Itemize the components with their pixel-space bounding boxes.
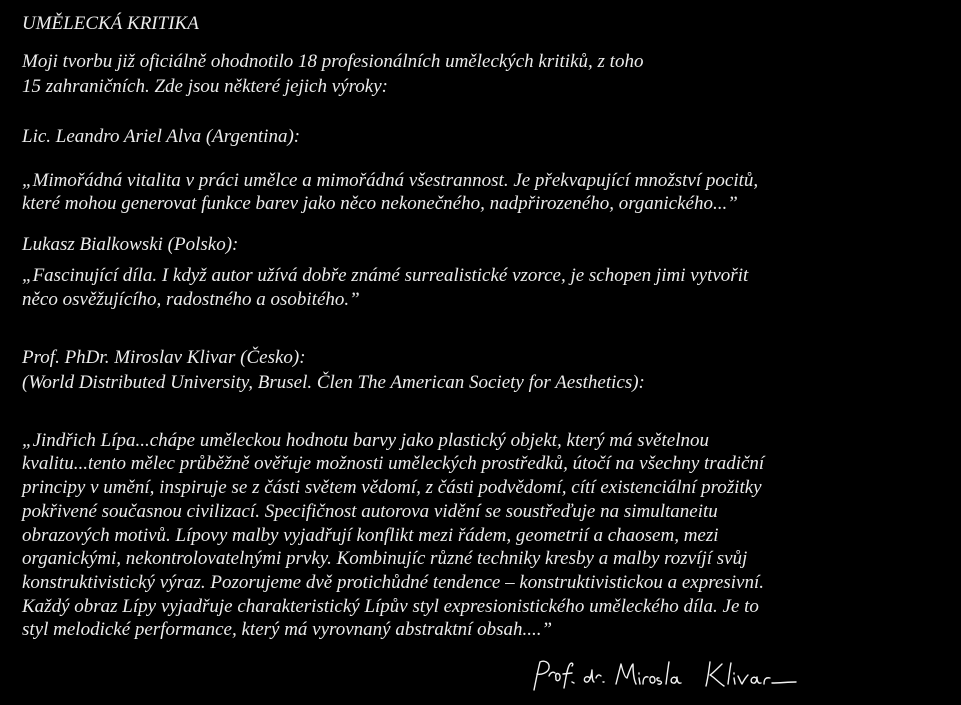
critic-quote-line: obrazových motivů. Lípovy malby vyjadřují konflikt mezi řádem, geometrií a chaosem, mezi xyxy=(22,525,719,546)
critic-quote-line: které mohou generovat funkce barev jako něco nekonečného, nadpřirozeného, organického...” xyxy=(22,193,738,214)
page-heading: UMĚLECKÁ KRITIKA xyxy=(22,13,199,34)
intro-line-1: Moji tvorbu již oficiálně ohodnotilo 18 profesionálních uměleckých kritiků, z toho xyxy=(22,51,644,72)
handwritten-signature xyxy=(528,656,803,696)
critic-name: Lukasz Bialkowski (Polsko): xyxy=(22,234,239,255)
critic-affiliation: (World Distributed University, Brusel. Člen The American Society for Aesthetics): xyxy=(22,372,645,393)
critic-name: Lic. Leandro Ariel Alva (Argentina): xyxy=(22,126,301,147)
critic-quote-line: „Jindřich Lípa...chápe uměleckou hodnotu barvy jako plastický objekt, který má světelnou xyxy=(22,430,709,451)
critic-quote-line: Každý obraz Lípy vyjadřuje charakteristický Lípův styl expresionistického uměleckého díla. Je to xyxy=(22,596,759,617)
critic-quote-line: organickými, nekontrolovatelnými prvky. Kombinujíc různé techniky kresby a malby rozvíjí svůj xyxy=(22,548,748,569)
critic-quote-line: „Fascinující díla. I když autor užívá dobře známé surrealistické vzorce, je schopen jimi vytvořit xyxy=(22,265,749,286)
critic-quote-line: pokřivené současnou civilizací. Specifičnost autorova vidění se soustřeďuje na simultaneitu xyxy=(22,501,718,522)
intro-line-2: 15 zahraničních. Zde jsou některé jejich výroky: xyxy=(22,76,388,97)
critic-quote-line: konstruktivistický výraz. Pozorujeme dvě protichůdné tendence – konstruktivistickou a expresivní. xyxy=(22,572,765,593)
critic-quote-line: styl melodické performance, který má vyrovnaný abstraktní obsah....” xyxy=(22,619,553,640)
critic-quote-line: „Mimořádná vitalita v práci umělce a mimořádná všestrannost. Je překvapující množství pocitů, xyxy=(22,170,759,191)
critic-quote-line: něco osvěžujícího, radostného a osobitého.” xyxy=(22,289,360,310)
critic-name: Prof. PhDr. Miroslav Klivar (Česko): xyxy=(22,347,306,368)
critic-quote-line: kvalitu...tento mělec průběžně ověřuje možnosti uměleckých prostředků, útočí na všechny tradiční xyxy=(22,453,765,474)
critic-quote-line: principy v umění, inspiruje se z části světem vědomí, z části podvědomí, cítí existenciální prožitky xyxy=(22,477,762,498)
